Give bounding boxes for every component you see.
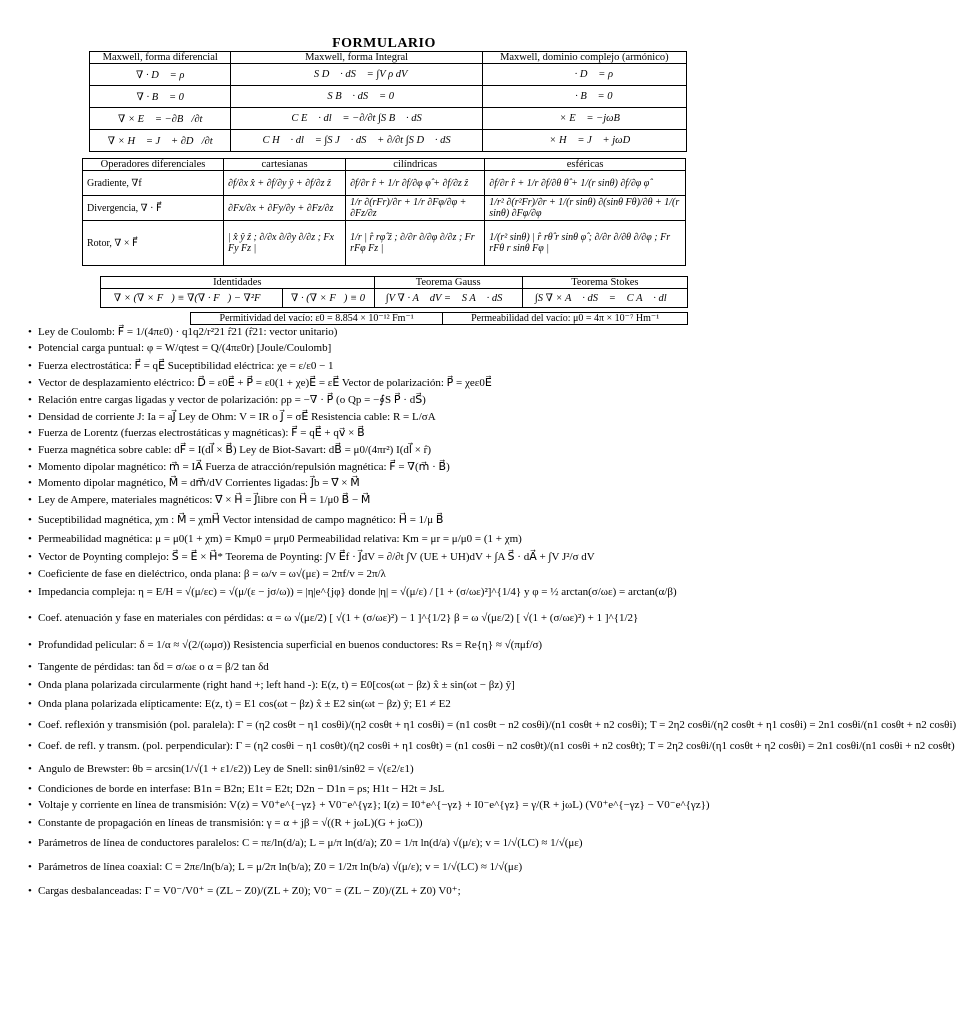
- ops-label: Divergencia, ∇ · F⃗: [83, 196, 224, 221]
- permeability-constant: Permeabilidad del vacío: μ0 = 4π × 10⁻⁷ Hm⁻¹: [443, 313, 688, 325]
- bullet-icon: •: [28, 444, 32, 456]
- maxwell-cell: ∇⃗ · D⃗ = ρ: [482, 64, 686, 86]
- ops-cell: ∂Fx/∂x + ∂Fy/∂y + ∂Fz/∂z: [224, 196, 346, 221]
- bullet-icon: •: [28, 461, 32, 473]
- maxwell-cell: ∇ × H⃗ = J⃗ + ∂D⃗/∂t: [90, 130, 231, 152]
- maxwell-row: [90, 108, 687, 130]
- formula-line: [28, 880, 753, 902]
- bullet-icon: •: [28, 817, 32, 829]
- ops-row-gradient: [83, 171, 686, 196]
- formula-line: [28, 566, 753, 582]
- ident-cell: ∫S ∇ × A⃗ · dS⃗ = ∮C A⃗ · dl⃗: [522, 289, 687, 308]
- identities-table: [100, 276, 688, 308]
- bullet-icon: •: [28, 799, 32, 811]
- maxwell-cell: ∇ × E⃗ = −∂B⃗/∂t: [90, 108, 231, 130]
- formula-list: [28, 326, 956, 902]
- bullet-icon: •: [28, 586, 32, 598]
- bullet-icon: •: [28, 568, 32, 580]
- bullet-icon: •: [28, 661, 32, 673]
- formula-text: Voltaje y corriente en línea de transmisión: V(z) = V0⁺e^{−γz} + V0⁻e^{γz}; I(z) = I0⁺e^{−γz} + I0⁻e^{γz} = γ/(R + jωL) (V0⁺e^{−γz} − V0⁻e^{γz}): [38, 799, 710, 811]
- bullet-icon: •: [28, 377, 32, 389]
- formula-line: [28, 782, 753, 796]
- page-title: FORMULARIO: [332, 36, 436, 51]
- ident-cell: ∫V ∇ · A⃗ dV = ∮S A⃗ · dS⃗: [374, 289, 522, 308]
- bullet-icon: •: [28, 763, 32, 775]
- formula-line: [28, 855, 753, 880]
- bullet-icon: •: [28, 885, 32, 897]
- formula-text: Densidad de corriente J: Ia = aJ⃗ Ley de Ohm: V = IR o J⃗ = σE⃗ Resistencia cable: R = L/σA: [38, 411, 436, 423]
- ops-cell: ∂f/∂x x̂ + ∂f/∂y ŷ + ∂f/∂z ẑ: [224, 171, 346, 196]
- ops-cell: 1/(r² sinθ) | r̂ rθ̂ r sinθ φ̂ ; ∂/∂r ∂/∂θ ∂/∂φ ; Fr rFθ r sinθ Fφ |: [485, 221, 686, 266]
- formula-line: [28, 736, 955, 757]
- formula-text: Coeficiente de fase en dieléctrico, onda plana: β = ω/v = ω√(με) = 2πf/v = 2π/λ: [38, 568, 386, 580]
- differential-operators-table: [82, 158, 686, 266]
- ident-cell: ∇ × (∇ × F⃗) ≡ ∇(∇ · F⃗) − ∇²F⃗: [101, 289, 283, 308]
- ops-header: Operadores diferenciales: [83, 159, 224, 171]
- formula-line: [28, 426, 753, 441]
- ops-header: cartesianas: [224, 159, 346, 171]
- maxwell-cell: ∇⃗ · B⃗ = 0: [482, 86, 686, 108]
- formula-line: [28, 582, 753, 603]
- bullet-icon: •: [28, 837, 32, 849]
- maxwell-header: Maxwell, forma diferencial: [90, 52, 231, 64]
- formula-line: [28, 694, 753, 715]
- formula-text: Relación entre cargas ligadas y vector de polarización: ρp = −∇ · P⃗ (o Qp = −∮S P⃗ · dS⃗): [38, 394, 426, 406]
- bullet-icon: •: [28, 719, 32, 731]
- formula-text: Ley de Ampere, materiales magnéticos: ∇⃗ × H⃗ = J⃗libre con H⃗ = 1/μ0 B⃗ − M⃗: [38, 494, 371, 506]
- bullet-icon: •: [28, 533, 32, 545]
- ident-header-row: [101, 277, 688, 289]
- ops-cell: | x̂ ŷ ẑ ; ∂/∂x ∂/∂y ∂/∂z ; Fx Fy Fz |: [224, 221, 346, 266]
- maxwell-table: [89, 51, 687, 152]
- bullet-icon: •: [28, 494, 32, 506]
- maxwell-cell: ∮C E⃗ · dl⃗ = −∂/∂t ∫S B⃗ · dS⃗: [231, 108, 482, 130]
- formula-text: Angulo de Brewster: θb = arcsin(1/√(1 + ε1/ε2)) Ley de Snell: sinθ1/sinθ2 = √(ε2/ε1): [38, 763, 414, 775]
- formula-line: [28, 441, 753, 459]
- formula-text: Parámetros de línea coaxial: C = 2πε/ln(b/a); L = μ/2π ln(b/a); Z0 = 1/2π ln(b/a) √(μ/ε); v = 1/√(LC) ≈ 1/√(με): [38, 861, 523, 873]
- maxwell-row: [90, 130, 687, 152]
- ops-cell: 1/r² ∂(r²Fr)/∂r + 1/(r sinθ) ∂(sinθ Fθ)/∂θ + 1/(r sinθ) ∂Fφ/∂φ: [485, 196, 686, 221]
- ops-cell: ∂f/∂r r̂ + 1/r ∂f/∂θ θ̂ + 1/(r sinθ) ∂f/∂φ φ̂: [485, 171, 686, 196]
- formula-text: Coef. reflexión y transmisión (pol. paralela): Γ = (η2 cosθt − η1 cosθi)/(η2 cosθt + η1 cosθi) = (n1 cosθt − n2 cosθi)/(n1 cosθt + n2 cosθi); T = 2η2 cosθi/(η2 cosθt + η1 cosθi) = 2n1 cosθi/(n1 cosθt + n2 cosθi): [38, 719, 956, 731]
- bullet-icon: •: [28, 360, 32, 372]
- ops-row-curl: [83, 221, 686, 266]
- formula-line: [28, 677, 753, 694]
- permittivity-constant: Permitividad del vacío: ε0 = 8.854 × 10⁻¹² Fm⁻¹: [191, 313, 443, 325]
- bullet-icon: •: [28, 612, 32, 624]
- ident-header: Identidades: [101, 277, 375, 289]
- formula-line: [28, 603, 753, 633]
- formula-text: Coef. atenuación y fase en materiales con pérdidas: α = ω √(με/2) [ √(1 + (σ/ωε)²) − 1 ]^{1/2} β = ω √(με/2) [ √(1 + (σ/ωε)²) + 1 ]^{1/2}: [38, 612, 639, 624]
- formula-line: [28, 375, 753, 392]
- bullet-icon: •: [28, 394, 32, 406]
- formula-line: [28, 409, 753, 426]
- formula-text: Profundidad pelicular: δ = 1/α ≈ √(2/(ωμσ)) Resistencia superficial en buenos conductores: Rs = Re{η} ≈ √(πμf/σ): [38, 639, 543, 651]
- formula-text: Momento dipolar magnético: m⃗ = IA⃗ Fuerza de atracción/repulsión magnética: F⃗ = ∇(m⃗ · B⃗): [38, 461, 450, 473]
- formula-line: [28, 815, 753, 831]
- ops-label: Gradiente, ∇f: [83, 171, 224, 196]
- formula-line: [28, 715, 956, 736]
- ops-cell: 1/r | r̂ rφ̂ ẑ ; ∂/∂r ∂/∂φ ∂/∂z ; Fr rFφ Fz |: [346, 221, 485, 266]
- formula-text: Condiciones de borde en interfase: B1n = B2n; E1t = E2t; D2n − D1n = ρs; H1t − H2t = JsL: [38, 783, 445, 795]
- formula-text: Tangente de pérdidas: tan δd = σ/ωε o α = β/2 tan δd: [38, 661, 269, 673]
- bullet-icon: •: [28, 514, 32, 526]
- maxwell-row: [90, 86, 687, 108]
- formula-text: Fuerza de Lorentz (fuerzas electrostáticas y magnéticas): F⃗ = qE⃗ + qv⃗ × B⃗: [38, 427, 365, 439]
- bullet-icon: •: [28, 427, 32, 439]
- maxwell-cell: ∮S D⃗ · dS⃗ = ∫V ρ dV: [231, 64, 482, 86]
- constants-row: [191, 313, 688, 325]
- formula-text: Ley de Coulomb: F⃗ = 1/(4πε0) · q1q2/r²21 r̂21 (r̂21: vector unitario): [38, 326, 338, 338]
- ops-cell: ∂f/∂r r̂ + 1/r ∂f/∂φ φ̂ + ∂f/∂z ẑ: [346, 171, 485, 196]
- ops-header: cilíndricas: [346, 159, 485, 171]
- formula-line: [28, 657, 753, 677]
- formula-text: Onda plana polarizada elípticamente: E(z, t) = E1 cos(ωt − βz) x̂ ± E2 sin(ωt − βz) ŷ; E1 ≠ E2: [38, 698, 451, 710]
- formula-line: [28, 459, 753, 475]
- ops-row-divergence: [83, 196, 686, 221]
- maxwell-cell: ∇ · D⃗ = ρ: [90, 64, 231, 86]
- formula-text: Suceptibilidad magnética, χm : M⃗ = χmH⃗ Vector intensidad de campo magnético: H⃗ = 1/μ B⃗: [38, 514, 444, 526]
- formula-line: [28, 491, 753, 510]
- ops-label: Rotor, ∇ × F⃗: [83, 221, 224, 266]
- maxwell-cell: ∇ · B⃗ = 0: [90, 86, 231, 108]
- formula-line: [28, 757, 753, 782]
- formula-text: Fuerza electrostática: F⃗ = qE⃗ Suceptibilidad eléctrica: χe = ε/ε0 − 1: [38, 360, 334, 372]
- bullet-icon: •: [28, 861, 32, 873]
- formula-text: Vector de desplazamiento eléctrico: D⃗ = ε0E⃗ + P⃗ = ε0(1 + χe)E⃗ = εE⃗ Vector de polarización: P⃗ = χeε0E⃗: [38, 377, 492, 389]
- formula-line: [28, 475, 753, 491]
- formula-line: [28, 358, 753, 375]
- formula-line: [28, 831, 753, 855]
- formula-text: Vector de Poynting complejo: S⃗ = E⃗ × H⃗* Teorema de Poynting: ∫V E⃗f · J⃗dV = ∂/∂t ∫V (UE + UH)dV + ∫A S⃗ · dA⃗ + ∫V J²/σ dV: [38, 551, 595, 563]
- formula-line: [28, 633, 753, 657]
- maxwell-cell: ∮C H⃗ · dl⃗ = ∫S J⃗ · dS⃗ + ∂/∂t ∫S D⃗ · dS⃗: [231, 130, 482, 152]
- ident-header: Teorema Stokes: [522, 277, 687, 289]
- bullet-icon: •: [28, 342, 32, 354]
- bullet-icon: •: [28, 639, 32, 651]
- formula-line: [28, 326, 753, 339]
- formula-line: [28, 392, 753, 409]
- maxwell-header: Maxwell, forma Integral: [231, 52, 482, 64]
- constants-table: [190, 312, 688, 325]
- bullet-icon: •: [28, 698, 32, 710]
- bullet-icon: •: [28, 783, 32, 795]
- maxwell-header: Maxwell, dominio complejo (armónico): [482, 52, 686, 64]
- maxwell-cell: ∇⃗ × H⃗ = J⃗ + jωD⃗: [482, 130, 686, 152]
- formula-text: Constante de propagación en líneas de transmisión: γ = α + jβ = √((R + jωL)(G + jωC)): [38, 817, 423, 829]
- bullet-icon: •: [28, 326, 32, 338]
- bullet-icon: •: [28, 411, 32, 423]
- maxwell-cell: ∇⃗ × E⃗ = −jωB⃗: [482, 108, 686, 130]
- formula-text: Potencial carga puntual: φ = W/qtest = Q/(4πε0r) [Joule/Coulomb]: [38, 342, 332, 354]
- maxwell-cell: ∮S B⃗ · dS⃗ = 0: [231, 86, 482, 108]
- formula-text: Coef. de refl. y transm. (pol. perpendicular): Γ = (η2 cosθi − η1 cosθt)/(η2 cosθi + η1 cosθt) = (n1 cosθi − n2 cosθt)/(n1 cosθi + n2 cosθt); T = 2η2 cosθi/(η1 cosθt + η2 cosθi) = 2n1 cosθi/(n1 cosθi + n2 cosθt): [38, 740, 955, 752]
- formula-text: Parámetros de línea de conductores paralelos: C = πε/ln(d/a); L = μ/π ln(d/a); Z0 = 1/π ln(d/a) √(μ/ε); v = 1/√(LC) ≈ 1/√(με): [38, 837, 583, 849]
- ident-row: [101, 289, 688, 308]
- bullet-icon: •: [28, 477, 32, 489]
- maxwell-row: [90, 64, 687, 86]
- formula-line: [28, 796, 753, 815]
- formula-text: Cargas desbalanceadas: Γ = V0⁻/V0⁺ = (ZL − Z0)/(ZL + Z0); V0⁻ = (ZL − Z0)/(ZL + Z0) V0⁺;: [38, 885, 461, 897]
- bullet-icon: •: [28, 679, 32, 691]
- formula-line: [28, 530, 753, 548]
- ident-cell: ∇ · (∇ × F⃗) ≡ 0: [282, 289, 374, 308]
- formula-text: Onda plana polarizada circularmente (right hand +; left hand -): E(z, t) = E0[cos(ωt − βz) x̂ ± sin(ωt − βz) ŷ]: [38, 679, 515, 691]
- maxwell-header-row: [90, 52, 687, 64]
- formula-text: Permeabilidad magnética: μ = μ0(1 + χm) = Kmμ0 = μrμ0 Permeabilidad relativa: Km = μr = μ/μ0 = (1 + χm): [38, 533, 522, 545]
- bullet-icon: •: [28, 740, 32, 752]
- bullet-icon: •: [28, 551, 32, 563]
- formula-text: Momento dipolar magnético, M⃗ = dm⃗/dV Corrientes ligadas: J⃗b = ∇⃗ × M⃗: [38, 477, 360, 489]
- ident-header: Teorema Gauss: [374, 277, 522, 289]
- ops-cell: 1/r ∂(rFr)/∂r + 1/r ∂Fφ/∂φ + ∂Fz/∂z: [346, 196, 485, 221]
- formula-line: [28, 548, 753, 566]
- formula-text: Impedancia compleja: η = E/H = √(μ/εc) = √(μ/(ε − jσ/ω)) = |η|e^{jφ} donde |η| = √(μ/ε) / [1 + (σ/ωε)²]^{1/4} y φ = ½ arctan(σ/ωε) = arctan(α/β): [38, 586, 677, 598]
- ops-header: esféricas: [485, 159, 686, 171]
- formula-line: [28, 339, 753, 358]
- formula-line: [28, 510, 753, 530]
- ops-header-row: [83, 159, 686, 171]
- formula-text: Fuerza magnética sobre cable: dF⃗ = I(dl⃗ × B⃗) Ley de Biot-Savart: dB⃗ = μ0/(4πr²) I(dl⃗ × r̂): [38, 444, 431, 456]
